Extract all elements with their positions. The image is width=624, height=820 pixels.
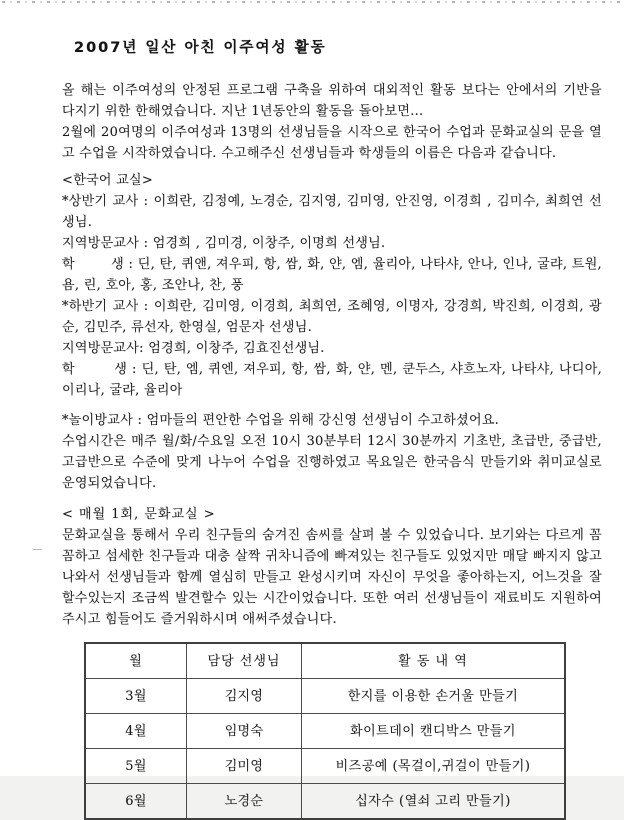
cell-activity: 화이트데이 캔디박스 만들기	[302, 714, 566, 749]
header-month: 월	[85, 643, 187, 679]
document-body	[62, 80, 602, 820]
roster-second-half-teachers: *하반기 교사 : 이희란, 김미영, 이경희, 최희연, 조혜영, 이명자, 강경희, 박진희, 이경희, 광순, 김민주, 류선자, 한영실, 엄문자 선생님.	[62, 299, 602, 335]
cell-month: 3월	[85, 679, 187, 714]
nursery-teacher-line: *놀이방교사 : 엄마들의 편안한 수업을 위해 강신영 선생님이 수고하셨어요.	[62, 413, 500, 428]
cell-activity: 십자수 (열쇠 고리 만들기)	[302, 784, 566, 820]
culture-class-paragraph: 문화교실을 통해서 우리 친구들의 숨겨진 솜씨를 살펴 볼 수 있었습니다. 보기와는 다르게 꼼꼼하고 섬세한 친구들과 대충 살짝 귀차니즘에 빠져있는 친구들도 있었지만 매달 빠지지 않고 나와서 선생님들과 함께 열심히 만들고 완성시키며 자신이 무엇을 좋아하는지, 어느것을 잘 할수있는지 조금씩 발견할수 있는 시간이었습니다. 또한 여러 선생님들이 재료비도 지원하여 주시고 힘들어도 즐거워하시며 애써주셨습니다.	[62, 528, 602, 627]
roster-first-half-visiting-teachers: 지역방문교사 : 엄경희 , 김미경, 이창주, 이명희 선생님.	[62, 236, 386, 251]
culture-class-activity-table	[84, 642, 566, 820]
roster-second-half-visiting-teachers: 지역방문교사: 엄경희, 이창주, 김효진선생님.	[62, 341, 325, 356]
table-row	[85, 714, 565, 749]
cell-month: 6월	[85, 784, 187, 820]
cell-month: 5월	[85, 749, 187, 784]
table-header-row	[85, 643, 565, 679]
korean-class-heading: <한국어 교실>	[62, 173, 154, 188]
intro-paragraph-2: 2월에 20여명의 이주여성과 13명의 선생님들을 시작으로 한국어 수업과 문화교실의 문을 열고 수업을 시작하였습니다. 수고해주신 선생님들과 학생들의 이름은 다음과 같습니다.	[62, 125, 602, 161]
cell-month: 4월	[85, 714, 187, 749]
table-row	[85, 679, 565, 714]
cell-teacher: 노경순	[187, 784, 302, 820]
intro-paragraph-1: 올 해는 이주여성의 안정된 프로그램 구축을 위하여 대외적인 활동 보다는 안에서의 기반을 다지기 위한 한해였습니다. 지난 1년동안의 활동을 돌아보면...	[62, 83, 602, 119]
cell-teacher: 임명숙	[187, 714, 302, 749]
scan-artifact-dash	[33, 549, 42, 550]
header-teacher: 담당 선생님	[187, 643, 302, 679]
culture-class-heading: < 매월 1회, 문화교실 >	[62, 507, 216, 522]
table-row	[85, 749, 565, 784]
cell-teacher: 김지영	[187, 679, 302, 714]
document-title: 2007년 일산 아친 이주여성 활동	[74, 39, 327, 56]
nursery-and-schedule	[62, 410, 602, 494]
roster-second-half-students: 학 생 : 딘, 탄, 엠, 퀴엔, 져우피, 항, 쌈, 화, 얀, 멘, 쿤두스, 샤흐노자, 나타샤, 나디아, 이리나, 굴랴, 율리아	[62, 362, 602, 398]
table-row	[85, 784, 565, 820]
cell-activity: 한지를 이용한 손거울 만들기	[302, 679, 566, 714]
korean-class-roster	[62, 191, 602, 401]
class-schedule-paragraph: 수업시간은 매주 월/화/수요일 오전 10시 30분부터 12시 30분까지 기초반, 초급반, 중급반, 고급반으로 수준에 맞게 나누어 수업을 진행하였고 목요일은 한국음식 만들기와 취미교실로 운영되었습니다.	[62, 434, 602, 491]
scan-artifact-top-line	[2, 1, 622, 3]
roster-first-half-teachers: *상반기 교사 : 이희란, 김정예, 노경순, 김지영, 김미영, 안진영, 이경희 , 김미수, 최희연 선생님.	[62, 194, 602, 230]
cell-teacher: 김미영	[187, 749, 302, 784]
roster-first-half-students: 학 생 : 딘, 탄, 퀴앤, 져우피, 항, 쌈, 화, 얀, 엠, 율리아, 나타샤, 안나, 인나, 굴랴, 트원, 욤, 린, 호아, 홍, 조안나, 찬, 풍	[62, 257, 602, 293]
header-activity: 활 동 내 역	[302, 643, 566, 679]
cell-activity: 비즈공예 (목걸이,귀걸이 만들기)	[302, 749, 566, 784]
